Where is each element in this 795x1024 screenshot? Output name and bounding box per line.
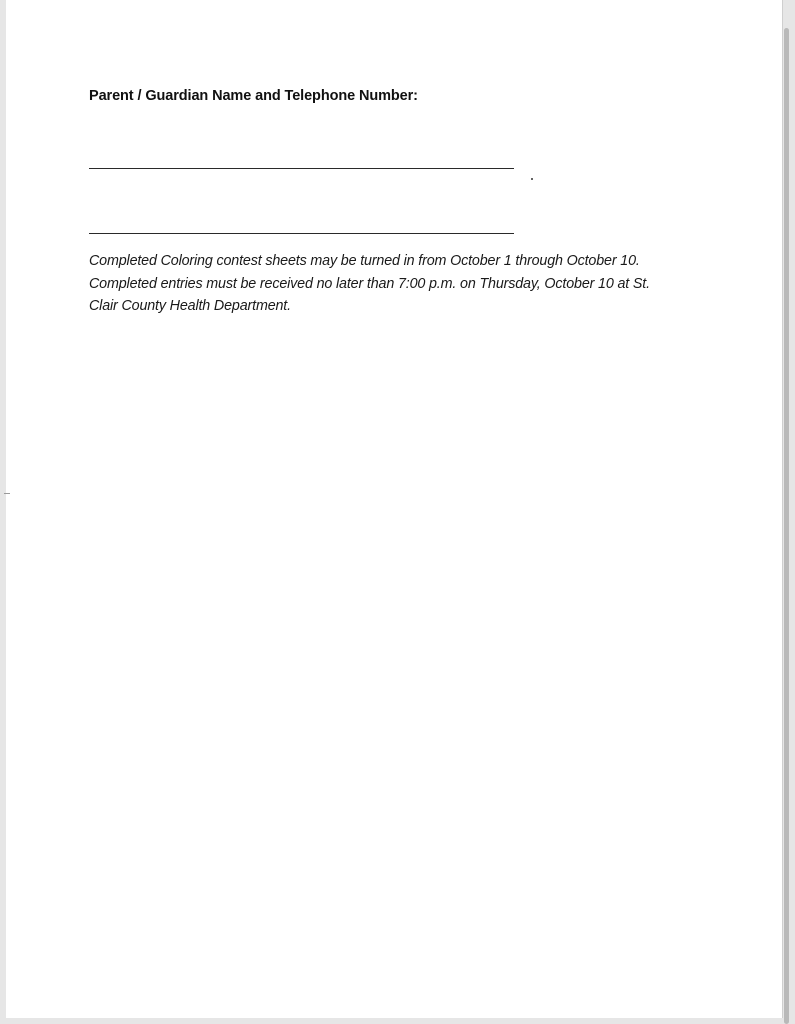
submission-notice xyxy=(89,250,729,318)
guardian-phone-line xyxy=(89,233,514,234)
document-page xyxy=(6,0,783,1018)
notice-line: Clair County Health Department. xyxy=(89,298,291,314)
notice-line: Completed entries must be received no later than 7:00 p.m. on Thursday, October 10 at St. xyxy=(89,275,650,292)
stray-mark xyxy=(531,178,533,180)
notice-line: Completed Coloring contest sheets may be turned in from October 1 through October 10. xyxy=(89,253,640,269)
guardian-name-line xyxy=(89,168,514,169)
form-heading: Parent / Guardian Name and Telephone Number: xyxy=(89,88,418,104)
vertical-scrollbar[interactable] xyxy=(784,28,789,1024)
page-edge-marker xyxy=(4,493,10,494)
